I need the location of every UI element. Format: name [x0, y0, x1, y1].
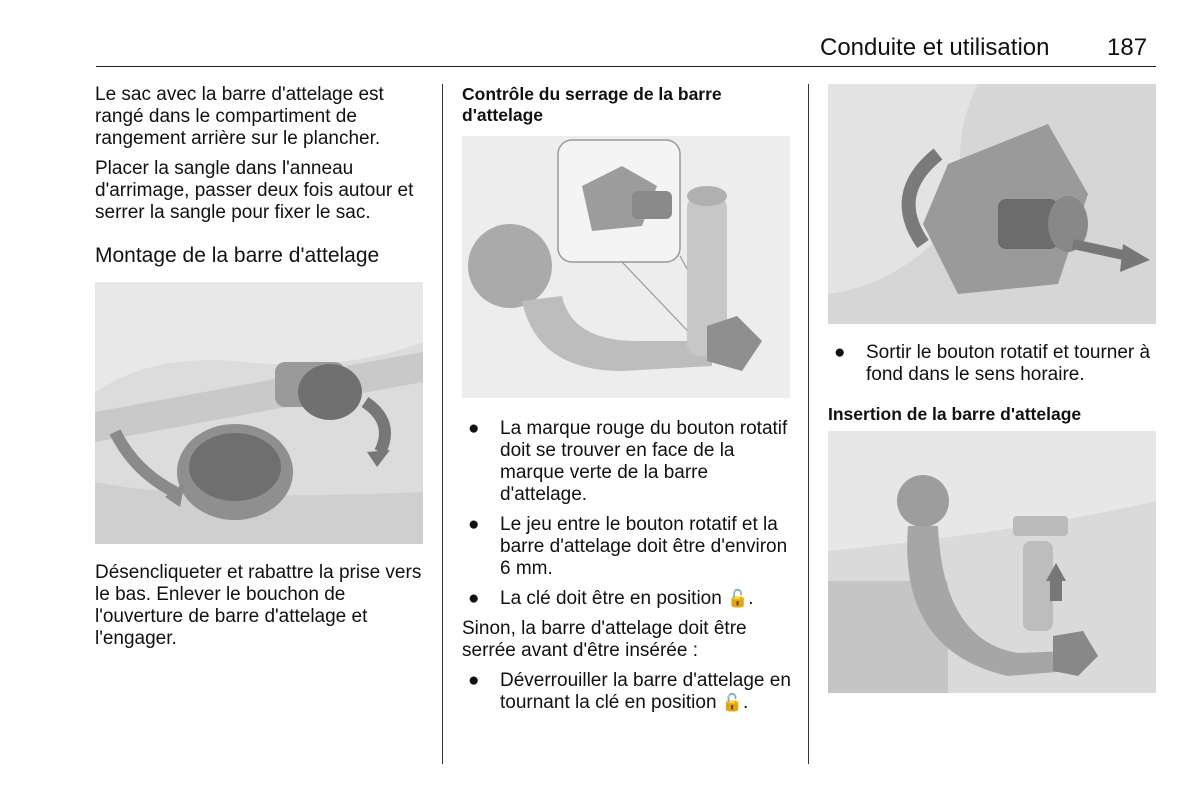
bullet-list: [462, 670, 797, 714]
bullet-list: [828, 342, 1158, 386]
header-title: Conduite et utilisation: [820, 34, 1050, 61]
list-item: ● Déverrouiller la barre d'attelage en tournant la clé en position 🔓.: [468, 670, 791, 713]
list-item: ● La marque rouge du bouton rotatif doit se trouver en face de la marque verte de la barre d'attelage.: [468, 418, 788, 505]
list-item: ● La clé doit être en position 🔓.: [468, 588, 754, 609]
paragraph: Placer la sangle dans l'anneau d'arrimage, passer deux fois autour et serrer la sangle pour fixer le sac.: [95, 158, 414, 223]
unlock-icon: 🔓: [721, 693, 743, 713]
section-heading: Contrôle du serrage de la barre d'attelage: [462, 84, 722, 125]
bullet-list: [462, 418, 797, 610]
column-divider: [442, 84, 443, 764]
figure-towbar-insertion: [828, 431, 1156, 693]
paragraph: Sinon, la barre d'attelage doit être serrée avant d'être insérée :: [462, 618, 747, 661]
figure-rotary-knob: [828, 84, 1156, 324]
list-item: ● Le jeu entre le bouton rotatif et la barre d'attelage doit être d'environ 6 mm.: [468, 514, 788, 579]
paragraph: Désencliqueter et rabattre la prise vers le bas. Enlever le bouchon de l'ouverture de barre d'attelage et l'engager.: [95, 562, 422, 649]
header-rule: [96, 66, 1156, 67]
paragraph: Le sac avec la barre d'attelage est rangé dans le compartiment de rangement arrière sur le plancher.: [95, 84, 384, 149]
figure-towbar-check: [462, 136, 790, 398]
section-heading: Montage de la barre d'attelage: [95, 244, 380, 267]
column-3: [828, 84, 1158, 693]
list-item: ● Sortir le bouton rotatif et tourner à fond dans le sens horaire.: [834, 342, 1151, 385]
column-divider: [808, 84, 809, 764]
unlock-icon: 🔓: [727, 589, 749, 609]
figure-towbar-socket: [95, 282, 423, 544]
column-2: [462, 84, 797, 722]
column-1: [95, 84, 430, 658]
section-heading: Insertion de la barre d'attelage: [828, 404, 1082, 424]
page-number: 187: [1107, 34, 1148, 61]
